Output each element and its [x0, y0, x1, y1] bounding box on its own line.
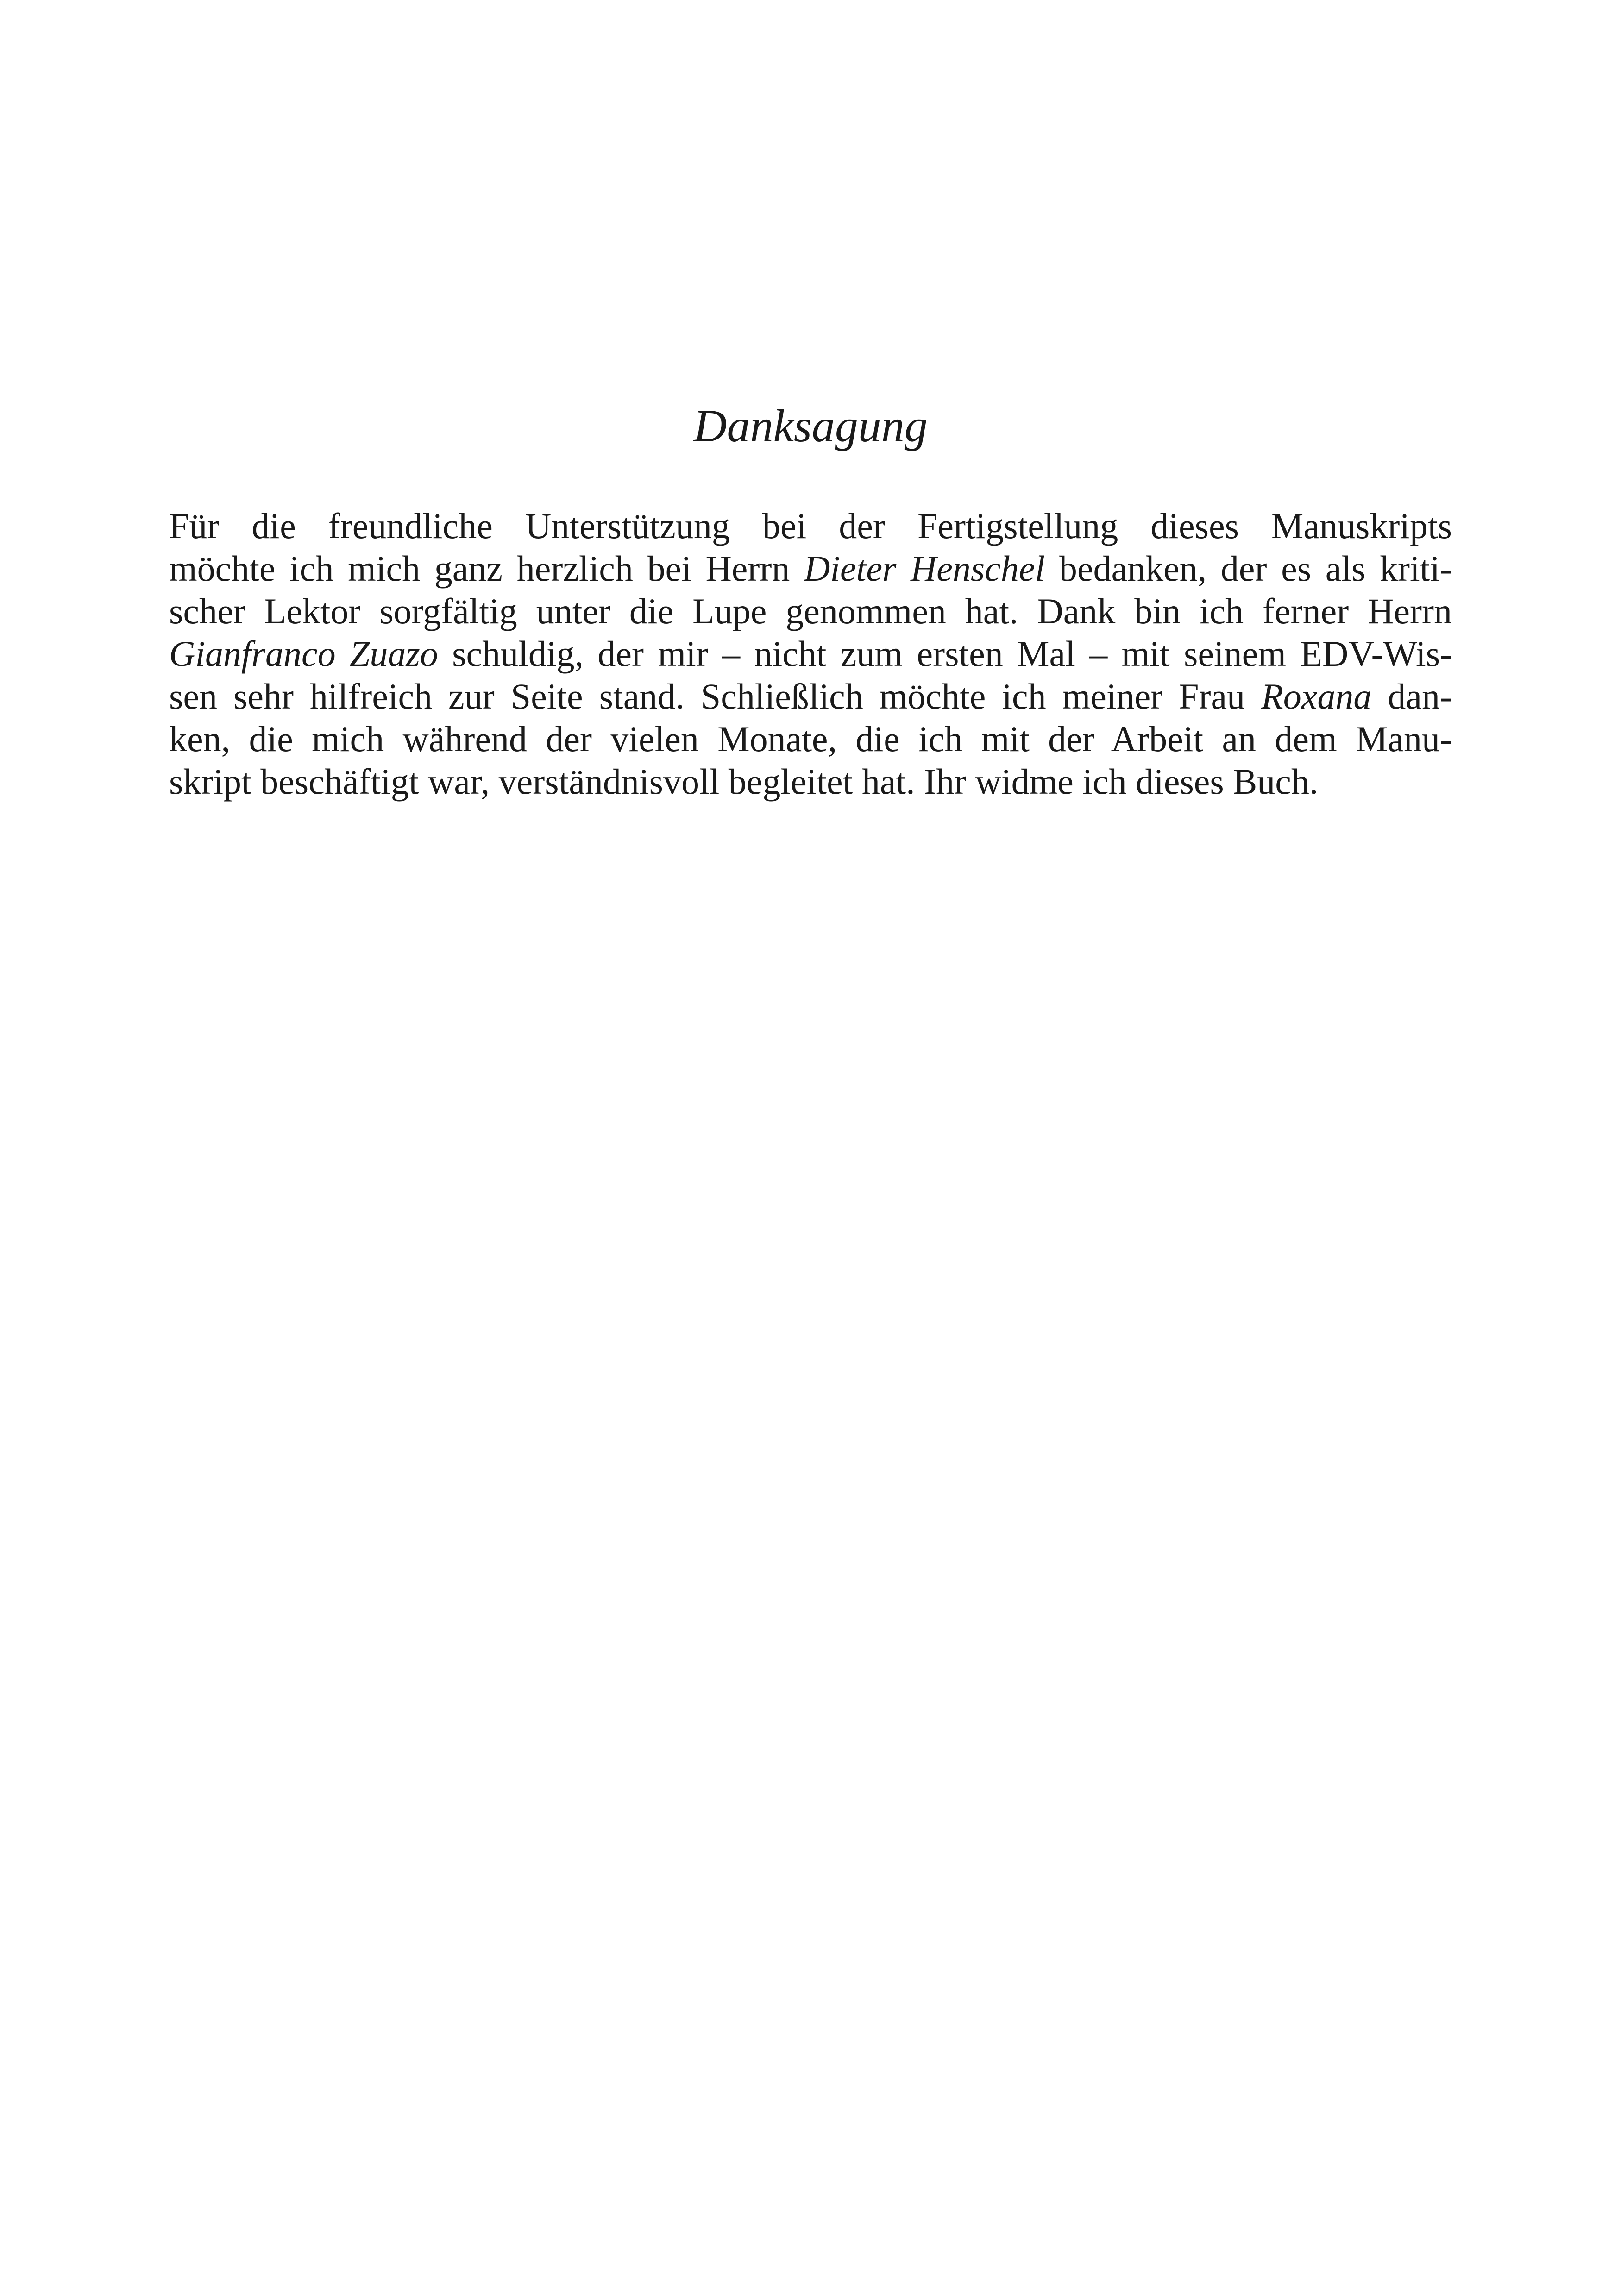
- page-title: Danksagung: [693, 400, 928, 452]
- line-5-text-start: sen sehr hilfreich zur Seite stand. Schließlich möchte ich meiner Frau: [169, 676, 1262, 716]
- line-2-text-start: möchte ich mich ganz herzlich bei Herrn: [169, 548, 804, 589]
- line-7-text: skript beschäftigt war, verständnisvoll begleitet hat. Ihr widme ich dieses Buch.: [169, 761, 1319, 802]
- paragraph-line-3: [169, 590, 1452, 633]
- paragraph-line-5: [169, 675, 1452, 718]
- name-roxana: Roxana: [1261, 676, 1372, 716]
- paragraph-line-2: [169, 547, 1452, 590]
- name-gianfranco-zuazo: Gianfranco Zuazo: [169, 634, 438, 674]
- paragraph-line-7: [169, 760, 1452, 803]
- paragraph-line-6: [169, 718, 1452, 760]
- acknowledgement-paragraph: [169, 505, 1452, 803]
- name-dieter-henschel: Dieter Henschel: [804, 548, 1045, 589]
- line-3-text: scher Lektor sorgfältig unter die Lupe genommen hat. Dank bin ich ferner Herrn: [169, 591, 1452, 631]
- line-2-text-end: bedanken, der es als kriti-: [1045, 548, 1452, 589]
- paragraph-line-4: [169, 633, 1452, 675]
- paragraph-line-1: [169, 505, 1452, 547]
- line-6-text: ken, die mich während der vielen Monate, die ich mit der Arbeit an dem Manu-: [169, 719, 1452, 759]
- line-4-text-end: schuldig, der mir – nicht zum ersten Mal – mit seinem EDV-Wis-: [438, 634, 1452, 674]
- line-5-text-end: dan-: [1371, 676, 1452, 716]
- line-1-text: Für die freundliche Unterstützung bei der Fertigstellung dieses Manuskripts: [169, 506, 1452, 546]
